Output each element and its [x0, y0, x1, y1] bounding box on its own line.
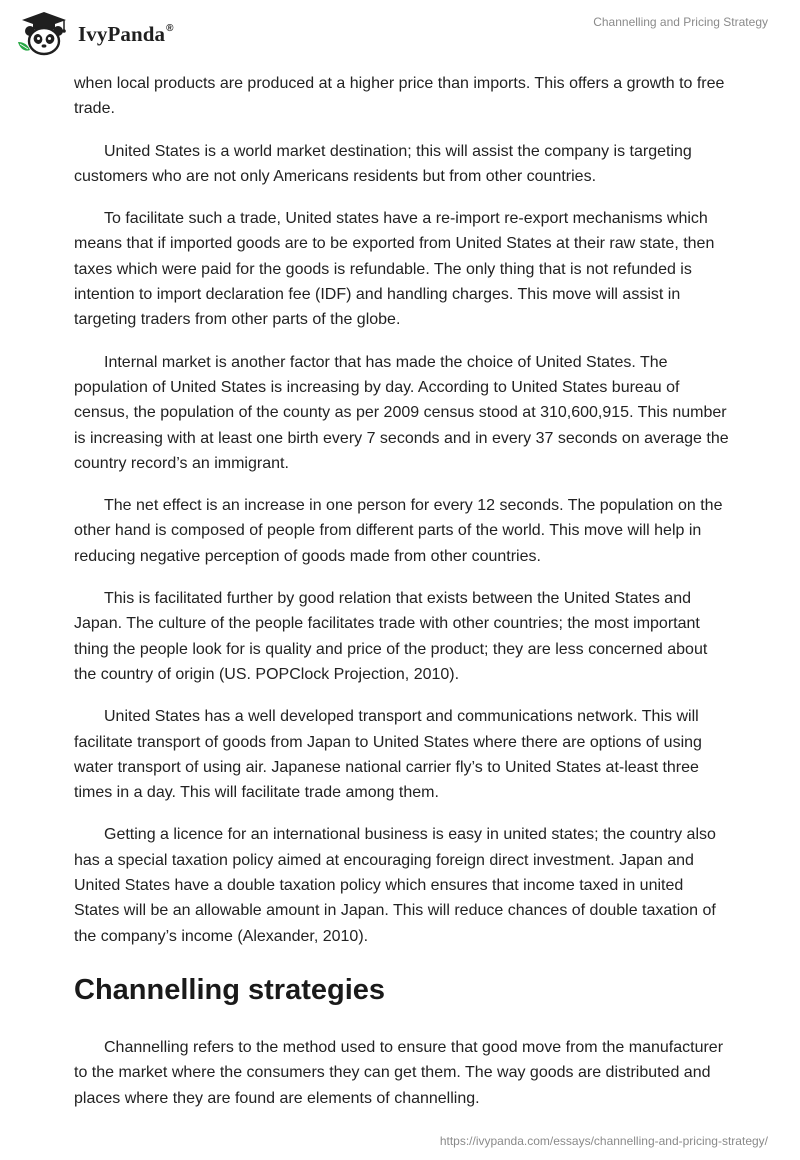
essay-body [74, 71, 730, 1128]
page-header [0, 0, 800, 64]
document-title: Channelling and Pricing Strategy [593, 15, 768, 29]
paragraph: To facilitate such a trade, United states have a re-import re-export mechanisms which means that if imported goods are to be exported from United States at their raw state, then taxes which were paid for the goods is refundable. The only thing that is not refunded is intention to import declaration fee (IDF) and handling charges. This move will assist in targeting traders from other parts of the globe. [74, 210, 715, 329]
paragraph: Internal market is another factor that has made the choice of United States. The population of United States is increasing by day. According to United States bureau of census, the population of the county as per 2009 census stood at 310,600,915. This number is increasing with at least one birth every 7 seconds and in every 37 seconds on average the country record’s an immigrant. [74, 353, 729, 472]
section-heading: Channelling strategies [74, 973, 386, 1006]
source-url[interactable]: https://ivypanda.com/essays/channelling-and-pricing-strategy/ [439, 1134, 768, 1148]
registered-mark: ® [166, 22, 174, 34]
paragraph: United States has a well developed transport and communications network. This will facilitate transport of goods from Japan to United States where there are options of using water transport of using air. Japanese national carrier fly’s to United States at-least three times in a day. This will facilitate trade among them. [74, 708, 702, 802]
paragraph: This is facilitated further by good relation that exists between the United States and Japan. The culture of the people facilitates trade with other countries; the most important thing the people look for is quality and price of the product; they are less concerned about the country of origin (US. POPClock Projection, 2010). [74, 590, 708, 683]
brand-name [78, 22, 174, 47]
paragraph-continuation: when local products are produced at a higher price than imports. This offers a growth to free trade. [74, 75, 725, 118]
section-paragraph: Channelling refers to the method used to ensure that good move from the manufacturer to the market where the consumers they can get them. The way goods are distributed and places where they are found are elements of channelling. [74, 1038, 724, 1107]
brand-text: IvyPanda [78, 21, 166, 46]
ivypanda-logo[interactable] [14, 8, 174, 58]
paragraph: Getting a licence for an international business is easy in united states; the country also has a special taxation policy aimed at encouraging foreign direct investment. Japan and United States have a double taxation policy which ensures that income taxed in united States will be an allowable amount in Japan. This will reduce chances of double taxation of the company’s income (Alexander, 2010). [74, 826, 716, 945]
panda-graduate-icon [14, 8, 72, 58]
paragraph: United States is a world market destination; this will assist the company is targeting customers who are not only Americans residents but from other countries. [74, 142, 692, 185]
paragraph: The net effect is an increase in one person for every 12 seconds. The population on the other hand is composed of people from different parts of the world. This move will help in reducing negative perception of goods made from other countries. [74, 497, 723, 565]
